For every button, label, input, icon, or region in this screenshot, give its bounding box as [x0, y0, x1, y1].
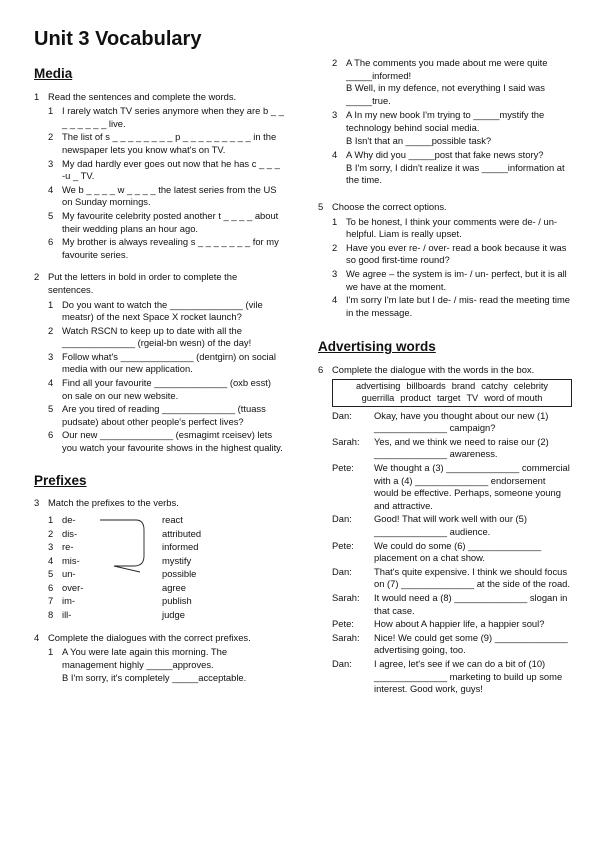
- dialogue-item: [332, 109, 572, 147]
- item-text: Do you want to watch the ______________ (vile meatsr) of the next Space X rocket launch?: [62, 298, 263, 323]
- item-number: 4: [332, 149, 338, 161]
- line-text: I agree, let's see if we can do a bit of (10) ______________ marketing to build up some interest. Good work, guys!: [374, 657, 563, 695]
- speaker: Sarah:: [332, 631, 360, 643]
- dialogue-item: [332, 149, 572, 187]
- item-number: 3: [48, 350, 54, 362]
- section-heading-media: Media: [34, 66, 73, 81]
- prefix: mis-: [62, 554, 80, 566]
- item-number: 2: [332, 57, 338, 68]
- line-text: Good! That will work well with our (5) ______________ audience.: [374, 513, 528, 537]
- dialogue-item: [332, 57, 572, 107]
- item-text: Our new ______________ (esmagimt rceisev) lets you watch your favourite shows in the highest quality.: [62, 429, 283, 454]
- item-text: To be honest, I think your comments were de- / un- helpful. Liam is really upset.: [346, 215, 558, 240]
- exercise-4-instruction: [34, 632, 284, 645]
- item-text: My brother is always revealing s _ _ _ _ _ _ _ for my favourite series.: [62, 236, 279, 260]
- line-a: A In my new book I'm trying to _____mystify the technology behind social media.: [346, 109, 545, 133]
- left-column: [34, 68, 284, 684]
- line-text: Okay, have you thought about our new (1) ______________ campaign?: [374, 409, 549, 434]
- dialogue-line: [332, 618, 572, 631]
- item-text: Have you ever re- / over- read a book because it was so good first-time round?: [346, 241, 567, 266]
- page-title: Unit 3 Vocabulary: [34, 28, 202, 50]
- match-number: 2: [48, 527, 54, 539]
- item-number: 6: [48, 429, 54, 441]
- item-number: 2: [332, 241, 338, 253]
- exercise-6-instruction: [318, 364, 572, 377]
- list-item: [48, 158, 284, 183]
- word-box-line-1: [337, 381, 567, 393]
- exercise-1-instruction: [34, 91, 284, 104]
- dialogue-line: [332, 632, 572, 657]
- prefix: dis-: [62, 527, 78, 539]
- verb: attributed: [162, 527, 202, 539]
- line-text: Nice! We could get some (9) ______________ advertising going, too.: [374, 631, 568, 656]
- item-number: 5: [48, 209, 54, 221]
- exercise-instruction: Put the letters in bold in order to complete the sentences.: [48, 271, 238, 295]
- box-word: product: [400, 393, 431, 404]
- item-text: Follow what's ______________ (dentgirn) on social media with our new application.: [62, 350, 276, 375]
- exercise-2-instruction: [34, 271, 284, 296]
- section-heading-prefixes: Prefixes: [34, 472, 87, 488]
- line-text: We thought a (3) ______________ commercial with a (4) ______________ endorsement would be effective. Perhaps, someone young and attractive.: [374, 462, 570, 511]
- exercise-number: 5: [318, 200, 324, 212]
- line-a: A Why did you _____post that fake news story?: [346, 149, 544, 161]
- speaker: Pete:: [332, 618, 354, 630]
- prefix: over-: [62, 581, 84, 593]
- speaker: Dan:: [332, 409, 352, 421]
- exercise-instruction: Match the prefixes to the verbs.: [48, 497, 179, 509]
- box-word: target: [436, 393, 461, 404]
- line-b: B I'm sorry, it's completely _____acceptable.: [62, 671, 247, 683]
- list-item: [332, 216, 572, 241]
- item-text: I rarely watch TV series anymore when they are b _ _ _ _ _ _ _ _ live.: [62, 105, 284, 129]
- box-word: billboards: [406, 381, 446, 392]
- item-text: I'm sorry I'm late but I de- / mis- read the meeting time in the message.: [346, 294, 570, 318]
- speaker: Dan:: [332, 657, 352, 669]
- match-number: 5: [48, 568, 54, 580]
- speaker: Sarah:: [332, 435, 360, 447]
- verb: judge: [162, 608, 185, 620]
- item-number: 1: [48, 298, 54, 310]
- item-text: We agree – the system is im- / un- perfect, but it is all we have at the moment.: [346, 267, 567, 292]
- exercise-4-items-right: [332, 57, 572, 187]
- list-item: [48, 325, 284, 350]
- exercise-number: 2: [34, 271, 40, 283]
- match-number: 4: [48, 554, 54, 566]
- dialogue-line: [332, 592, 572, 617]
- item-number: 2: [48, 131, 54, 143]
- list-item: [48, 131, 284, 156]
- dialogue-line: [332, 410, 572, 435]
- item-number: 5: [48, 403, 54, 415]
- speaker: Pete:: [332, 539, 354, 551]
- prefix: de-: [62, 514, 76, 526]
- right-column: [318, 55, 572, 696]
- list-item: [332, 268, 572, 293]
- list-item: [48, 299, 284, 324]
- exercise-number: 4: [34, 631, 40, 643]
- section-heading-advertising: Advertising words: [318, 339, 436, 355]
- verb: agree: [162, 581, 186, 593]
- exercise-number: 1: [34, 90, 40, 102]
- box-word: catchy: [481, 381, 508, 392]
- verb: possible: [162, 568, 197, 580]
- speaker: Dan:: [332, 513, 352, 525]
- line-text: Yes, and we think we need to raise our (2) ______________ awareness.: [374, 435, 549, 460]
- item-number: 4: [48, 183, 54, 195]
- list-item: [48, 210, 284, 235]
- item-text: My dad hardly ever goes out now that he has c _ _ _ -u _ TV.: [62, 157, 280, 182]
- match-row: [48, 595, 284, 609]
- word-box-line-2: [337, 393, 567, 405]
- exercise-3-instruction: [34, 497, 284, 510]
- line-b: B Well, in my defence, not everything I said was _____true.: [346, 82, 545, 106]
- match-number: 8: [48, 608, 54, 620]
- line-text: That's quite expensive. I think we should focus on (7) ______________ at the side of the road.: [374, 565, 570, 590]
- list-item: [48, 351, 284, 376]
- verb: react: [162, 514, 183, 526]
- item-number: 1: [48, 646, 54, 658]
- dialogue-line: [332, 462, 572, 512]
- line-text: It would need a (8) ______________ slogan in that case.: [374, 591, 568, 616]
- prefix: un-: [62, 568, 76, 580]
- item-number: 1: [332, 215, 338, 227]
- item-text: Watch RSCN to keep up to date with all the ______________ (rgeial-bn wesn) of the day!: [62, 324, 252, 349]
- verb: mystify: [162, 554, 192, 566]
- list-item: [48, 403, 284, 428]
- exercise-4-items-left: [48, 646, 284, 684]
- exercise-1-items: [48, 105, 284, 261]
- match-number: 7: [48, 595, 54, 607]
- dialogue-line: [332, 513, 572, 538]
- list-item: [332, 294, 572, 319]
- item-number: 6: [48, 236, 54, 248]
- item-text: [346, 109, 572, 147]
- dialogue-line: [332, 540, 572, 565]
- exercise-number: 6: [318, 363, 324, 375]
- item-text: Are you tired of reading ______________ (ttuass pudsate) about other people's perfect lives?: [62, 403, 266, 427]
- speaker: Pete:: [332, 462, 354, 474]
- box-word: TV: [466, 393, 479, 404]
- example-match-line: [48, 514, 168, 584]
- match-row: [48, 608, 284, 622]
- item-number: 1: [48, 105, 54, 117]
- item-text: My favourite celebrity posted another t _ _ _ _ about their wedding plans an hour ago.: [62, 209, 279, 234]
- item-number: 4: [332, 294, 338, 306]
- box-word: guerrilla: [361, 393, 395, 404]
- list-item: [332, 242, 572, 267]
- item-text: [346, 149, 572, 187]
- exercise-number: 3: [34, 497, 40, 509]
- prefix: ill-: [62, 608, 72, 620]
- exercise-2-items: [48, 299, 284, 455]
- word-box: [332, 379, 572, 406]
- exercise-5-items: [332, 216, 572, 320]
- prefix: im-: [62, 595, 76, 607]
- item-number: 3: [48, 157, 54, 169]
- dialogue-item: [48, 646, 284, 684]
- item-text: [62, 646, 284, 684]
- match-number: 1: [48, 514, 54, 526]
- line-a: A You were late again this morning. The management highly _____approves.: [62, 646, 228, 670]
- item-number: 4: [48, 377, 54, 389]
- exercise-instruction: Choose the correct options.: [332, 200, 447, 212]
- line-text: How about A happier life, a happier soul?: [374, 618, 545, 630]
- item-text: [346, 57, 572, 107]
- line-b: B Isn't that an _____possible task?: [346, 134, 492, 146]
- box-word: celebrity: [513, 381, 549, 392]
- box-word: advertising: [355, 381, 401, 392]
- list-item: [48, 377, 284, 402]
- exercise-instruction: Complete the dialogue with the words in the box.: [332, 363, 535, 375]
- line-text: We could do some (6) ______________ placement on a chat show.: [374, 539, 542, 564]
- dialogue-line: [332, 566, 572, 591]
- dialogue-line: [332, 436, 572, 461]
- speaker: Dan:: [332, 565, 352, 577]
- verb: publish: [162, 595, 192, 607]
- item-number: 3: [332, 267, 338, 279]
- line-b: B I'm sorry, I didn't realize it was _____information at the time.: [346, 161, 565, 186]
- list-item: [48, 429, 284, 454]
- list-item: [48, 236, 284, 261]
- box-word: brand: [451, 381, 476, 392]
- box-word: word of mouth: [484, 393, 543, 404]
- line-a: A The comments you made about me were quite _____informed!: [346, 57, 548, 81]
- list-item: [48, 184, 284, 209]
- dialogue-line: [332, 658, 572, 696]
- exercise-instruction: Complete the dialogues with the correct prefixes.: [48, 631, 251, 643]
- exercise-instruction: Read the sentences and complete the words.: [48, 90, 237, 102]
- dialogue: [332, 410, 572, 696]
- exercise-5-instruction: [318, 201, 572, 214]
- match-table: [48, 514, 284, 622]
- list-item: [48, 105, 284, 130]
- prefix: re-: [62, 541, 74, 553]
- match-number: 6: [48, 581, 54, 593]
- item-text: We b _ _ _ _ w _ _ _ _ the latest series from the US on Sunday mornings.: [62, 183, 277, 208]
- match-number: 3: [48, 541, 54, 553]
- item-number: 2: [48, 324, 54, 336]
- speaker: Sarah:: [332, 591, 360, 603]
- item-number: 3: [332, 109, 338, 121]
- item-text: The list of s _ _ _ _ _ _ _ _ p _ _ _ _ _ _ _ _ _ in the newspaper lets you know what's on TV.: [62, 131, 277, 155]
- verb: informed: [162, 541, 199, 553]
- item-text: Find all your favourite ______________ (oxb esst) on sale on our new website.: [62, 377, 271, 401]
